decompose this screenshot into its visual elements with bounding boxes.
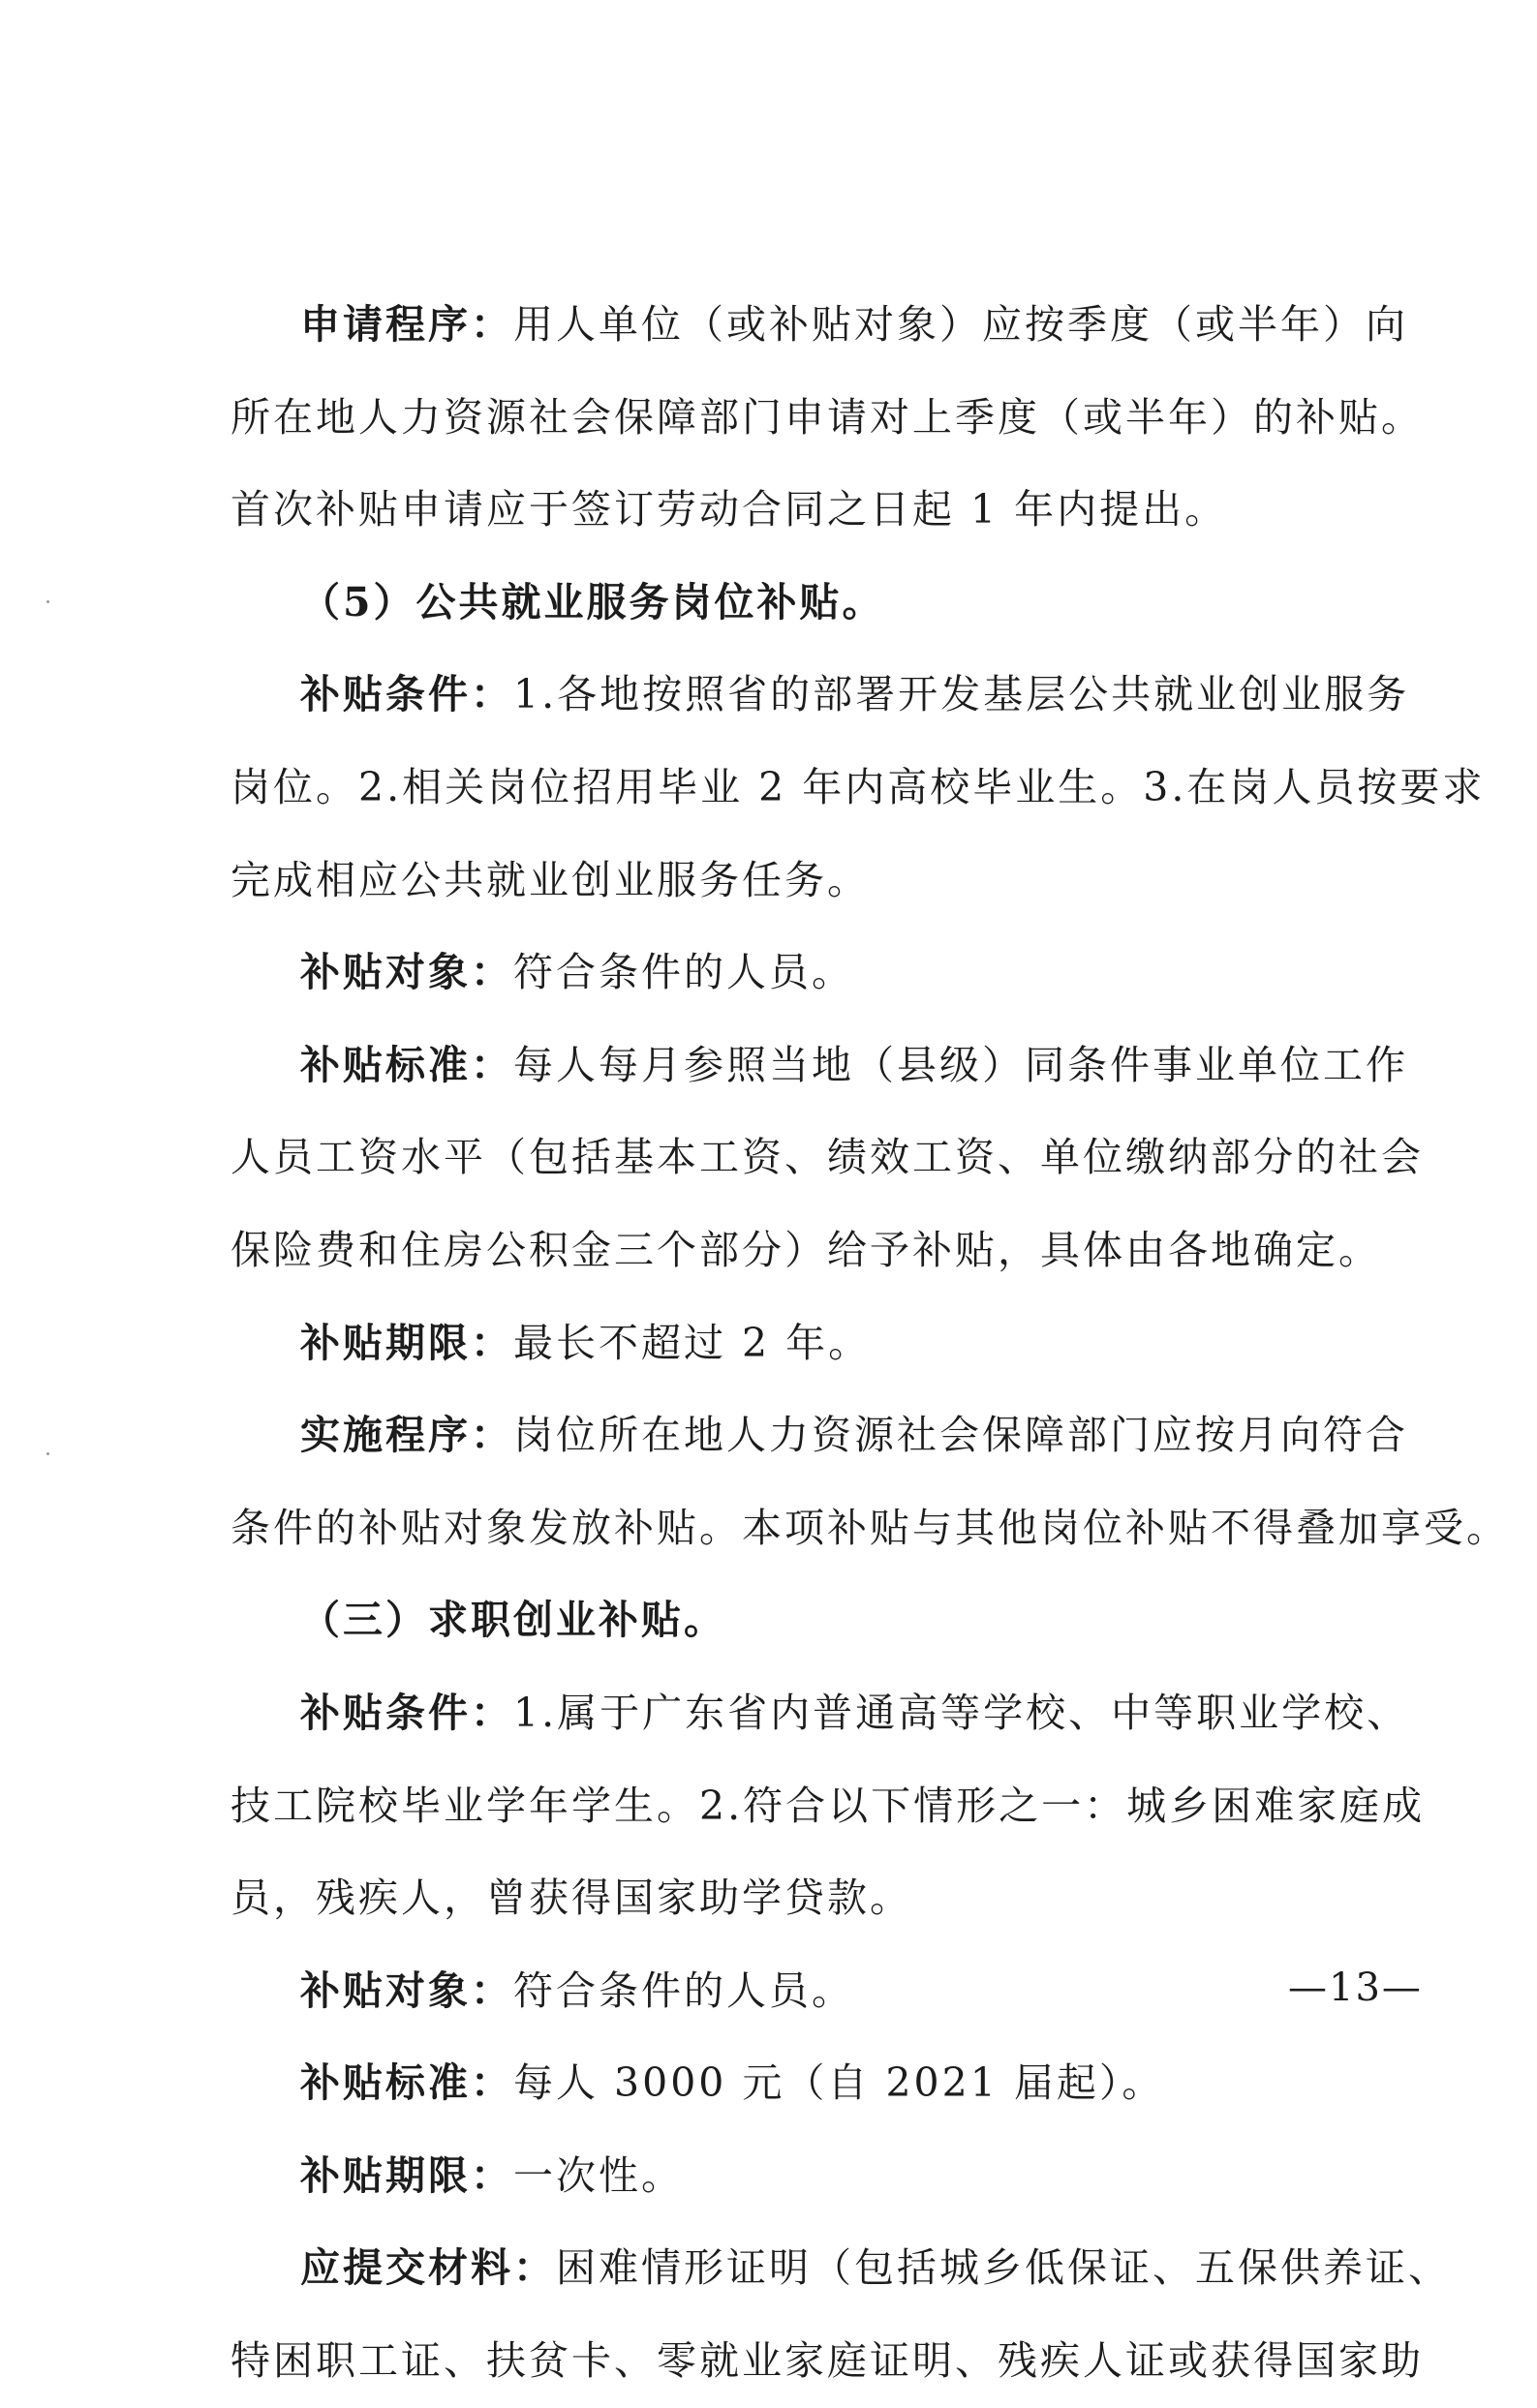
term-label: 补贴标准： xyxy=(300,1041,513,1088)
line-text: 1.属于广东省内普通高等学校、中等职业学校、 xyxy=(513,1689,1410,1736)
line-text: 岗位。2.相关岗位招用毕业 2 年内高校毕业生。3.在岗人员按要求 xyxy=(231,763,1486,810)
body-text xyxy=(231,279,1509,2408)
line-text: 岗位所在地人力资源社会保障部门应按月向符合 xyxy=(513,1412,1408,1459)
line-text: 条件的补贴对象发放补贴。本项补贴与其他岗位补贴不得叠加享受。 xyxy=(231,1504,1509,1551)
term-label: 补贴条件： xyxy=(300,1689,513,1736)
section-heading xyxy=(231,557,1373,650)
line-text: 完成相应公共就业创业服务任务。 xyxy=(231,856,870,903)
term-label: 申请程序： xyxy=(300,301,513,348)
paragraph-line xyxy=(231,835,1373,928)
line-text: 困难情形证明（包括城乡低保证、五保供养证、 xyxy=(556,2244,1451,2292)
paragraph-line xyxy=(231,1389,1408,1482)
paragraph-line xyxy=(231,1297,1373,1390)
term-label: 应提交材料： xyxy=(300,2244,556,2292)
line-text: 每人每月参照当地（县级）同条件事业单位工作 xyxy=(513,1041,1408,1088)
line-text: 1.各地按照省的部署开发基层公共就业创业服务 xyxy=(513,671,1410,718)
paragraph-line xyxy=(231,2222,1451,2315)
paragraph-line xyxy=(231,1852,1373,1945)
paragraph-line xyxy=(231,742,1486,835)
term-label: 补贴对象： xyxy=(300,1966,513,2014)
paragraph-line xyxy=(231,372,1424,465)
paragraph-line xyxy=(231,1945,1373,2038)
heading-text: （5）公共就业服务岗位补贴。 xyxy=(300,578,885,625)
line-text: 每人 3000 元（自 2021 届起）。 xyxy=(513,2059,1165,2107)
paragraph-line xyxy=(231,2037,1373,2130)
term-label: 补贴条件： xyxy=(300,671,513,718)
paragraph-line xyxy=(231,464,1373,557)
term-label: 实施程序： xyxy=(300,1412,513,1459)
section-heading xyxy=(231,1574,1373,1667)
paragraph-line xyxy=(231,1204,1381,1297)
line-text: 一次性。 xyxy=(513,2151,684,2199)
line-text: 员，残疾人，曾获得国家助学贷款。 xyxy=(231,1875,912,1922)
paragraph-line xyxy=(231,1112,1424,1204)
paragraph-line xyxy=(231,2315,1424,2408)
line-text: 技工院校毕业学年学生。2.符合以下情形之一：城乡困难家庭成 xyxy=(231,1782,1426,1829)
line-text: 所在地人力资源社会保障部门申请对上季度（或半年）的补贴。 xyxy=(231,393,1424,441)
line-text: 人员工资水平（包括基本工资、绩效工资、单位缴纳部分的社会 xyxy=(231,1134,1424,1181)
scan-speck xyxy=(46,1452,49,1455)
paragraph-line xyxy=(231,1667,1410,1760)
line-text: 符合条件的人员。 xyxy=(513,949,854,996)
term-label: 补贴期限： xyxy=(300,2151,513,2199)
term-label: 补贴对象： xyxy=(300,949,513,996)
line-text: 符合条件的人员。 xyxy=(513,1966,854,2014)
line-text: 最长不超过 2 年。 xyxy=(513,1319,872,1366)
heading-text: （三）求职创业补贴。 xyxy=(300,1597,726,1644)
paragraph-line xyxy=(231,927,1373,1020)
line-text: 特困职工证、扶贫卡、零就业家庭证明、残疾人证或获得国家助 xyxy=(231,2337,1424,2385)
term-label: 补贴期限： xyxy=(300,1319,513,1366)
line-text: 用人单位（或补贴对象）应按季度（或半年）向 xyxy=(513,301,1408,348)
scan-speck xyxy=(46,600,49,603)
paragraph-line xyxy=(231,1760,1426,1853)
paragraph-line xyxy=(231,279,1408,372)
line-text: 保险费和住房公积金三个部分）给予补贴，具体由各地确定。 xyxy=(231,1226,1381,1273)
page-number: —13— xyxy=(1288,1966,1423,2010)
paragraph-line xyxy=(231,1482,1509,1575)
paragraph-line xyxy=(231,1020,1408,1113)
line-text: 首次补贴申请应于签订劳动合同之日起 1 年内提出。 xyxy=(231,486,1228,533)
term-label: 补贴标准： xyxy=(300,2059,513,2107)
paragraph-line xyxy=(231,649,1410,742)
paragraph-line xyxy=(231,2130,1373,2223)
